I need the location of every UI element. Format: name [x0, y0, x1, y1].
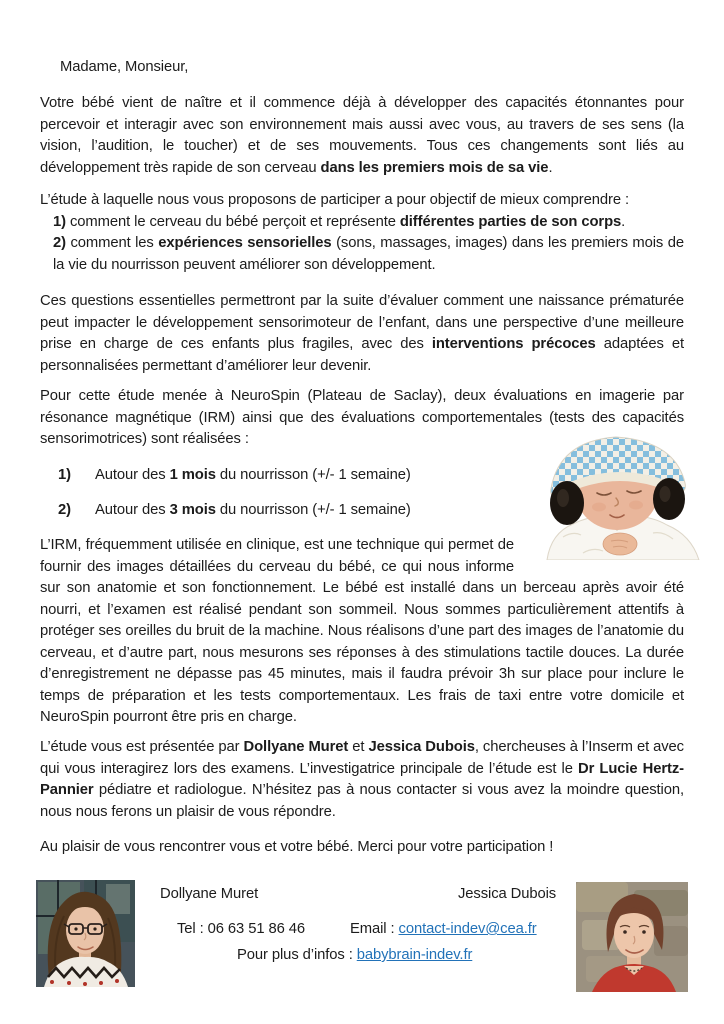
portrait-dollyane-muret — [36, 880, 135, 987]
schedule-item-1 — [58, 465, 411, 487]
portrait-jessica-dubois — [576, 882, 688, 992]
paragraph-intro: Votre bébé vient de naître et il commence déjà à développer des capacités étonnantes pour percevoir et interagir avec son environnement mais aussi avec vous, au travers de ses sens (la vision, l’audition, le toucher) et de ses mouvements. Tous ces changements sont liés au développement très rapide de son cerveau dans les premiers mois de sa vie. — [40, 95, 684, 176]
study-objective-item-1: 1) comment le cerveau du bébé perçoit et représente différentes parties de son corps. — [53, 213, 626, 230]
paragraph-irm-text: L’IRM, fréquemment utilisée en clinique, est une technique qui permet de fournir des images détaillées du cerveau du bébé, ce qui nous informe sur son anatomie et son fonctionnement. Le bébé est installé dans un berceau après avoir été nourri, et l’examen est réalisé pendant son sommeil. Nous sommes particulièrement attentifs à protéger ses oreilles du bruit de la machine. Nous réalisons d’une part des images de l’anatomie du cerveau, et d’autre part, nous mesurons ses réponses à des stimulations tactile douces. La durée d’enregistrement ne dépasse pas 45 minutes, mais il faudra prévoir 3h sur place pour inclure le temps de préparation et les tests comportementaux. Les frais de taxi entre votre domicile et NeuroSpin pourront être pris en charge. — [40, 537, 684, 725]
schedule-item-2-number: 2) — [58, 502, 71, 518]
study-objectives-intro: L’étude à laquelle nous vous proposons de participer a pour objectif de mieux comprendre : — [40, 192, 630, 208]
paragraph-researchers: L’étude vous est présentée par Dollyane Muret et Jessica Dubois, chercheuses à l’Inserm et avec qui vous interagirez lors des examens. L’investigatrice principale de l’étude est le Dr Lucie Hertz-Pannier pédiatre et radiologue. N’hésitez pas à nous contacter si vous avez la moindre question, nous nous ferons un plaisir de vous répondre. — [40, 739, 684, 820]
image-wrap-spacer — [514, 535, 684, 557]
email-link[interactable]: contact-indev@cea.fr — [398, 921, 537, 937]
schedule-item-1-text: Autour des 1 mois du nourrisson (+/- 1 semaine) — [95, 467, 411, 483]
paragraph-irm-description — [40, 535, 684, 729]
website-link[interactable]: babybrain-indev.fr — [356, 947, 473, 963]
contact-phone: Tel : 06 63 51 86 46 — [177, 921, 305, 937]
email-label: Email : — [350, 921, 399, 937]
contact-website — [237, 945, 472, 967]
contact-name-right: Jessica Dubois — [458, 886, 557, 902]
study-objective-item-2: 2) comment les expériences sensorielles (sons, massages, images) dans les premiers mois de la vie du nourrisson peuvent améliorer son développement. — [53, 235, 684, 273]
paragraph-closing: Au plaisir de vous rencontrer vous et votre bébé. Merci pour votre participation ! — [40, 839, 554, 855]
schedule-item-2 — [58, 500, 411, 522]
contact-name-left: Dollyane Muret — [160, 886, 259, 902]
salutation: Madame, Monsieur, — [60, 59, 189, 75]
schedule-item-1-number: 1) — [58, 467, 71, 483]
website-label: Pour plus d’infos : — [237, 947, 357, 963]
contact-email — [350, 919, 537, 941]
study-objectives — [40, 190, 684, 276]
paragraph-premature-birth: Ces questions essentielles permettront par la suite d’évaluer comment une naissance prématurée peut impacter le développement sensorimoteur de l’enfant, dans une perspective d’une meilleure prise en charge de ces enfants plus fragiles, avec des interventions précoces adaptées et personnalisées permettant d’améliorer leur devenir. — [40, 293, 684, 374]
paragraph-neurospin-evaluations: Pour cette étude menée à NeuroSpin (Plateau de Saclay), deux évaluations en imagerie par résonance magnétique (IRM) ainsi que des évaluations comportementales (tests des capacités sensorimotrices) sont réalisées : — [40, 388, 684, 447]
schedule-item-2-text: Autour des 3 mois du nourrisson (+/- 1 semaine) — [95, 502, 411, 518]
